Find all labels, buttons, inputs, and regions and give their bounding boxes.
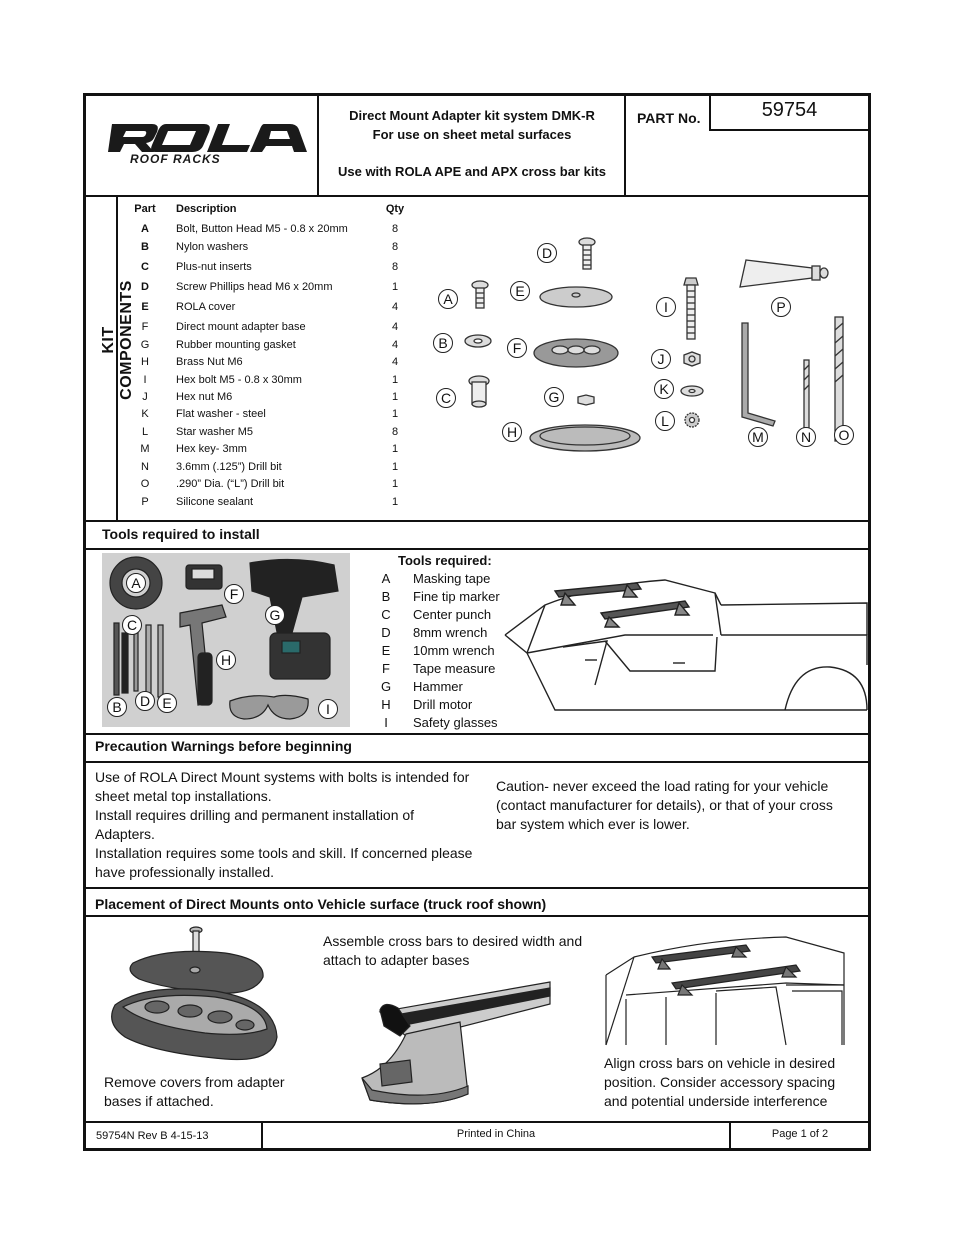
cell-part: N	[141, 461, 149, 473]
divider	[83, 1121, 871, 1123]
cell-part: J	[142, 391, 148, 403]
part-label-circle: F	[507, 338, 527, 358]
cell-desc: ROLA cover	[176, 301, 236, 313]
footer-printed: Printed in China	[456, 1128, 536, 1140]
part-label-circle: J	[651, 349, 671, 369]
cell-desc: Direct mount adapter base	[176, 321, 306, 333]
footer-doc-id: 59754N Rev B 4-15-13	[96, 1130, 209, 1142]
cell-part: A	[141, 223, 149, 235]
text-line: Install requires drilling and permanent installation of	[95, 807, 415, 823]
part-no-label: PART No.	[637, 110, 701, 126]
tool-label-circle: F	[224, 584, 244, 604]
tool-letter: H	[381, 697, 391, 712]
text-line: Caution- never exceed the load rating for your vehicle	[496, 778, 829, 794]
part-label-circle: G	[544, 387, 564, 407]
logo-subtext: ROOF RACKS	[130, 152, 221, 166]
tool-label-circle: G	[265, 605, 285, 625]
cell-desc: Hex key- 3mm	[176, 443, 247, 455]
tool-label-circle: A	[126, 573, 146, 593]
tool-letter: D	[381, 625, 391, 640]
cell-part: E	[141, 301, 149, 313]
precaution-section-title: Precaution Warnings before beginning	[95, 738, 352, 754]
tool-name: Masking tape	[413, 571, 491, 586]
tool-letter: F	[382, 661, 390, 676]
text-line: Installation requires some tools and skill. If concerned please	[95, 845, 473, 861]
part-label-circle: H	[502, 422, 522, 442]
cell-qty: 1	[391, 391, 399, 403]
text-line: Align cross bars on vehicle in desired	[604, 1055, 836, 1071]
cell-qty: 1	[391, 443, 399, 455]
text-line: Use of ROLA Direct Mount systems with bolts is intended for	[95, 769, 470, 785]
divider	[83, 733, 871, 735]
cell-qty: 8	[391, 261, 399, 273]
precaution-left-text	[95, 768, 490, 882]
cell-qty: 8	[391, 426, 399, 438]
divider	[317, 93, 319, 196]
tool-name: Tape measure	[413, 661, 496, 676]
cell-desc: Star washer M5	[176, 426, 254, 438]
cell-desc: Rubber mounting gasket	[176, 339, 296, 351]
truck-roof-illustration	[606, 935, 846, 1045]
tool-letter: G	[380, 679, 392, 694]
tool-letter: B	[381, 589, 391, 604]
text-line: and potential underside interference	[604, 1093, 828, 1109]
kit-parts-diagram	[430, 235, 870, 450]
col-part: Part	[134, 203, 156, 215]
cell-desc: 3.6mm (.125”) Drill bit	[176, 461, 282, 473]
part-label-circle: A	[438, 289, 458, 309]
text-line: bar system which ever is lower.	[496, 816, 690, 832]
title-line: Use with ROLA APE and APX cross bar kits	[337, 164, 606, 179]
cell-desc: Hex nut M6	[176, 391, 233, 403]
cell-part: H	[141, 356, 149, 368]
part-no-value: 59754	[761, 99, 818, 121]
text-line: attach to adapter bases	[323, 952, 470, 968]
cell-desc: Plus-nut inserts	[176, 261, 252, 273]
cell-part: D	[141, 281, 149, 293]
truck-illustration	[505, 575, 867, 720]
tool-label-circle: B	[107, 697, 127, 717]
cell-qty: 8	[391, 241, 399, 253]
cell-part: I	[143, 374, 147, 386]
part-label-circle: L	[655, 411, 675, 431]
cell-qty: 1	[391, 281, 399, 293]
cell-part: K	[141, 408, 149, 420]
cell-qty: 4	[391, 301, 399, 313]
cell-qty: 1	[391, 478, 399, 490]
part-label-circle: O	[834, 425, 854, 445]
part-label-circle: C	[436, 388, 456, 408]
cell-qty: 4	[391, 321, 399, 333]
cell-desc: Flat washer - steel	[176, 408, 266, 420]
tool-letter: C	[381, 607, 391, 622]
cell-qty: 1	[391, 374, 399, 386]
cell-qty: 4	[391, 356, 399, 368]
col-desc: Description	[176, 203, 237, 215]
tool-name: Hammer	[413, 679, 463, 694]
divider	[83, 887, 871, 889]
divider	[83, 548, 871, 550]
tool-label-circle: C	[122, 615, 142, 635]
cell-part: B	[141, 241, 149, 253]
text-line: Adapters.	[95, 826, 155, 842]
part-label-circle: K	[654, 379, 674, 399]
cell-part: G	[140, 339, 150, 351]
part-label-circle: N	[796, 427, 816, 447]
cell-qty: 1	[391, 461, 399, 473]
rola-logo	[104, 120, 309, 165]
tool-name: Safety glasses	[413, 715, 498, 730]
cell-desc: Hex bolt M5 - 0.8 x 30mm	[176, 374, 302, 386]
cell-qty: 4	[391, 339, 399, 351]
tool-label-circle: D	[135, 691, 155, 711]
cell-qty: 1	[391, 496, 399, 508]
caption-middle	[323, 932, 613, 970]
divider	[83, 761, 871, 763]
cell-desc: Silicone sealant	[176, 496, 254, 508]
text-line: Assemble cross bars to desired width and	[323, 933, 583, 949]
tool-name: Center punch	[413, 607, 492, 622]
cell-part: L	[141, 426, 149, 438]
divider	[83, 915, 871, 917]
part-label-circle: D	[537, 243, 557, 263]
tool-name: 8mm wrench	[413, 625, 488, 640]
tool-letter: A	[381, 571, 391, 586]
cell-part: P	[141, 496, 149, 508]
tools-section-title: Tools required to install	[102, 526, 260, 542]
cell-qty: 8	[391, 223, 399, 235]
col-qty: Qty	[385, 203, 405, 215]
text-line: have professionally installed.	[95, 864, 274, 880]
cell-qty: 1	[391, 408, 399, 420]
divider	[624, 93, 626, 196]
tool-label-circle: E	[157, 693, 177, 713]
cell-desc: Screw Phillips head M6 x 20mm	[176, 281, 333, 293]
title-line: Direct Mount Adapter kit system DMK-R	[349, 108, 595, 123]
kit-components-title: KIT COMPONENTS	[100, 280, 135, 400]
part-label-circle: P	[771, 297, 791, 317]
tool-letter: I	[384, 715, 388, 730]
title-line: For use on sheet metal surfaces	[372, 127, 572, 142]
caption-right	[604, 1054, 864, 1111]
text-line: position. Consider accessory spacing	[604, 1074, 836, 1090]
text-line: sheet metal top installations.	[95, 788, 272, 804]
divider	[83, 195, 871, 197]
crossbar-foot-illustration	[350, 982, 550, 1114]
part-label-circle: B	[433, 333, 453, 353]
tool-label-circle: I	[318, 699, 338, 719]
cell-part: C	[141, 261, 149, 273]
text-line: (contact manufacturer for details), or that of your cross	[496, 797, 833, 813]
part-label-circle: E	[510, 281, 530, 301]
divider	[83, 520, 871, 522]
divider	[709, 129, 869, 131]
adapter-base-illustration	[105, 925, 285, 1065]
cell-part: M	[140, 443, 150, 455]
tool-name: Drill motor	[413, 697, 473, 712]
caption-left	[104, 1073, 324, 1111]
cell-desc: Bolt, Button Head M5 - 0.8 x 20mm	[176, 223, 348, 235]
placement-section-title: Placement of Direct Mounts onto Vehicle surface (truck roof shown)	[95, 896, 547, 912]
text-line: bases if attached.	[104, 1093, 214, 1109]
cell-desc: Brass Nut M6	[176, 356, 243, 368]
cell-part: O	[140, 478, 150, 490]
footer-page: Page 1 of 2	[771, 1128, 829, 1140]
tool-name: 10mm wrench	[413, 643, 495, 658]
cell-part: F	[141, 321, 149, 333]
cell-desc: Nylon washers	[176, 241, 249, 253]
part-label-circle: I	[656, 297, 676, 317]
tool-label-circle: H	[216, 650, 236, 670]
text-line: Remove covers from adapter	[104, 1074, 285, 1090]
cell-desc: .290” Dia. (“L”) Drill bit	[176, 478, 285, 490]
header-title	[322, 106, 622, 181]
tool-letter: E	[381, 643, 391, 658]
precaution-right-text	[496, 777, 866, 834]
part-label-circle: M	[748, 427, 768, 447]
tools-list-title: Tools required:	[398, 553, 492, 568]
tool-name: Fine tip marker	[413, 589, 500, 604]
